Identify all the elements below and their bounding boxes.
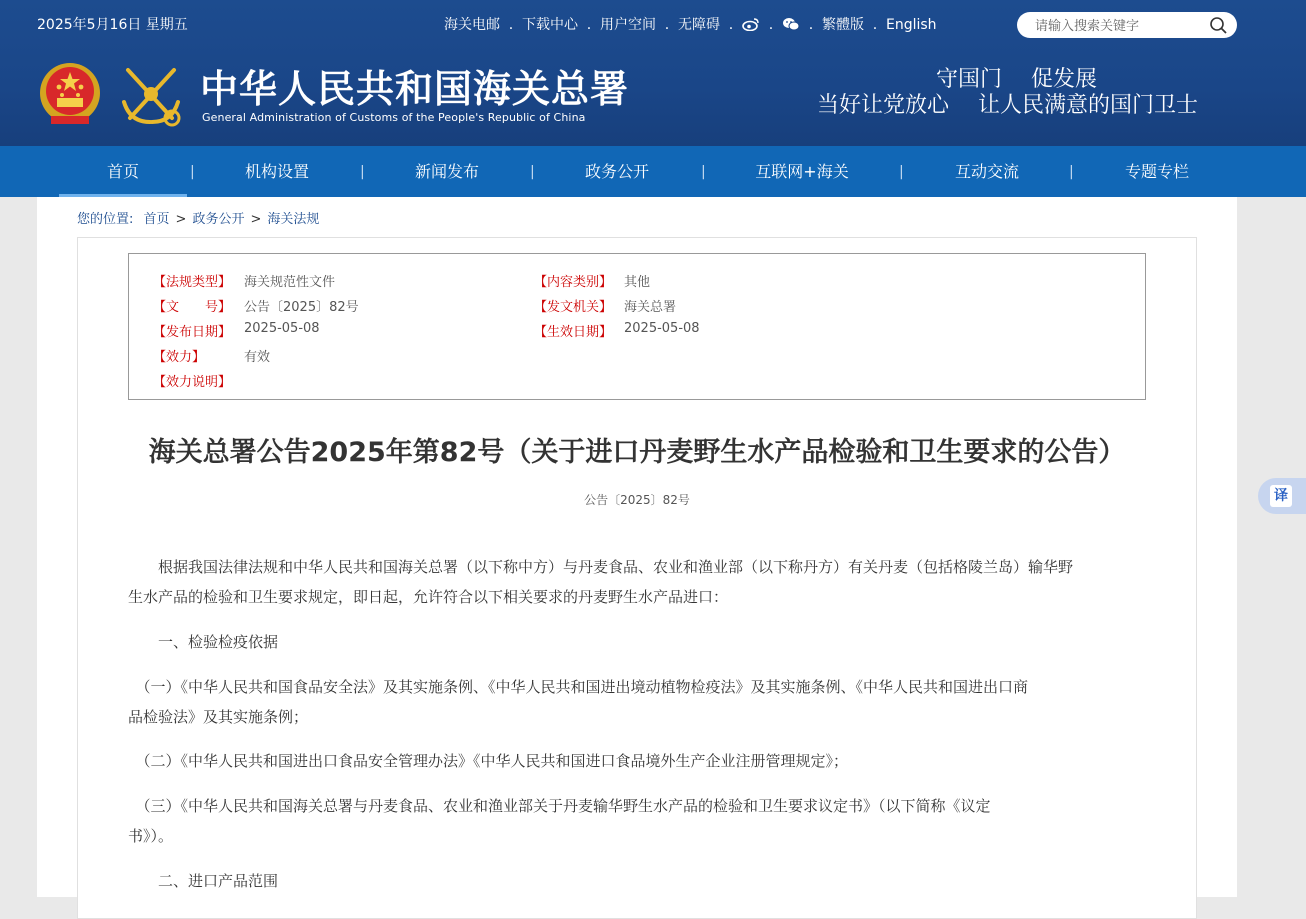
search-icon[interactable] bbox=[1209, 16, 1227, 34]
document-title: 海关总署公告2025年第82号（关于进口丹麦野生水产品检验和卫生要求的公告） bbox=[148, 437, 1126, 468]
meta-issuer-value: 海关总署 bbox=[624, 300, 677, 315]
regulation-meta-box bbox=[128, 253, 1146, 400]
nav-item-news[interactable]: 新闻发布 bbox=[414, 162, 479, 181]
meta-validity-value: 有效 bbox=[244, 350, 271, 365]
nav-item-home[interactable]: 首页 bbox=[59, 146, 187, 197]
paragraph-5-line-2: 书》）。 bbox=[128, 827, 174, 845]
customs-emblem-icon bbox=[116, 62, 186, 130]
document-number: 公告〔2025〕82号 bbox=[584, 493, 690, 507]
paragraph-4: （二）《中华人民共和国进出口食品安全管理办法》《中华人民共和国进口食品境外生产企业注册管理规定》； bbox=[128, 752, 849, 770]
meta-type-label: 【法规类型】 bbox=[153, 275, 232, 290]
weibo-icon[interactable] bbox=[742, 17, 760, 31]
paragraph-1-line-1: 根据我国法律法规和中华人民共和国海关总署（以下称中方）与丹麦食品、农业和渔业部（以下称丹方）有关丹麦（包括格陵兰岛）输华野 bbox=[128, 558, 1074, 576]
link-english[interactable]: English bbox=[886, 17, 937, 33]
link-email[interactable]: 海关电邮 bbox=[444, 17, 500, 33]
nav-item-internet-customs[interactable]: 互联网+海关 bbox=[755, 162, 849, 181]
breadcrumb-label: 您的位置: bbox=[77, 212, 134, 227]
meta-effdate-value: 2025-05-08 bbox=[624, 321, 700, 336]
meta-validity-label: 【效力】 bbox=[153, 350, 206, 365]
current-date: 2025年5月16日 星期五 bbox=[37, 17, 188, 33]
site-title: 中华人民共和国海关总署 bbox=[200, 66, 630, 111]
nav-item-organization[interactable]: 机构设置 bbox=[244, 162, 309, 181]
paragraph-1-line-2: 生水产品的检验和卫生要求规定，即日起，允许符合以下相关要求的丹麦野生水产品进口： bbox=[128, 588, 729, 606]
site-header bbox=[0, 0, 1306, 146]
meta-pubdate-value: 2025-05-08 bbox=[244, 321, 320, 336]
translate-button[interactable] bbox=[1258, 478, 1306, 514]
slogan-line-1: 守国门 促发展 bbox=[936, 67, 1097, 92]
meta-validity-note-label: 【效力说明】 bbox=[153, 375, 232, 390]
meta-docno-value: 公告〔2025〕82号 bbox=[244, 300, 359, 315]
search-input[interactable] bbox=[1033, 16, 1197, 36]
breadcrumb: 您的位置: 首页 > 政务公开 > 海关法规 bbox=[77, 212, 320, 227]
meta-docno-label: 【文 号】 bbox=[153, 300, 232, 315]
link-user-space[interactable]: 用户空间 bbox=[600, 17, 656, 33]
meta-category-value: 其他 bbox=[624, 275, 651, 290]
paragraph-6: 二、进口产品范围 bbox=[128, 872, 279, 890]
wechat-icon[interactable] bbox=[782, 17, 800, 31]
paragraph-2: 一、检验检疫依据 bbox=[128, 633, 279, 651]
breadcrumb-home[interactable]: 首页 bbox=[143, 212, 170, 227]
site-subtitle: General Administration of Customs of the People's Republic of China bbox=[202, 111, 586, 124]
nav-item-special-topics[interactable]: 专题专栏 bbox=[1124, 162, 1189, 181]
meta-category-label: 【内容类别】 bbox=[534, 275, 613, 290]
search-box bbox=[1017, 12, 1237, 38]
translate-icon: 译 bbox=[1270, 485, 1292, 507]
meta-type-value: 海关规范性文件 bbox=[244, 275, 336, 290]
meta-issuer-label: 【发文机关】 bbox=[534, 300, 613, 315]
main-nav: 首页 | 机构设置 | 新闻发布 | 政务公开 | 互联网+海关 | 互动交流 | 专题专栏 bbox=[0, 146, 1306, 197]
breadcrumb-regulations[interactable]: 海关法规 bbox=[267, 212, 320, 227]
nav-item-gov-affairs[interactable]: 政务公开 bbox=[584, 162, 649, 181]
top-bar bbox=[0, 0, 1306, 48]
link-traditional-chinese[interactable]: 繁體版 bbox=[822, 17, 864, 33]
slogan-line-2: 当好让党放心 让人民满意的国门卫士 bbox=[817, 93, 1198, 118]
paragraph-3-line-1: （一）《中华人民共和国食品安全法》及其实施条例、《中华人民共和国进出境动植物检疫法》及其实施条例、《中华人民共和国进出口商 bbox=[128, 678, 1029, 696]
paragraph-3-line-2: 品检验法》及其实施条例； bbox=[128, 708, 309, 726]
meta-effdate-label: 【生效日期】 bbox=[534, 325, 613, 340]
meta-pubdate-label: 【发布日期】 bbox=[153, 325, 232, 340]
link-accessibility[interactable]: 无障碍 bbox=[678, 17, 720, 33]
link-download[interactable]: 下载中心 bbox=[522, 17, 578, 33]
nav-item-interaction[interactable]: 互动交流 bbox=[954, 162, 1019, 181]
breadcrumb-gov-affairs[interactable]: 政务公开 bbox=[192, 212, 245, 227]
paragraph-5-line-1: （三）《中华人民共和国海关总署与丹麦食品、农业和渔业部关于丹麦输华野生水产品的检验和卫生要求议定书》（以下简称《议定 bbox=[128, 797, 991, 815]
top-links: 海关电邮 . 下载中心 . 用户空间 . 无障碍 . . . 繁體版 . English bbox=[444, 14, 937, 34]
national-emblem-icon bbox=[37, 60, 103, 130]
